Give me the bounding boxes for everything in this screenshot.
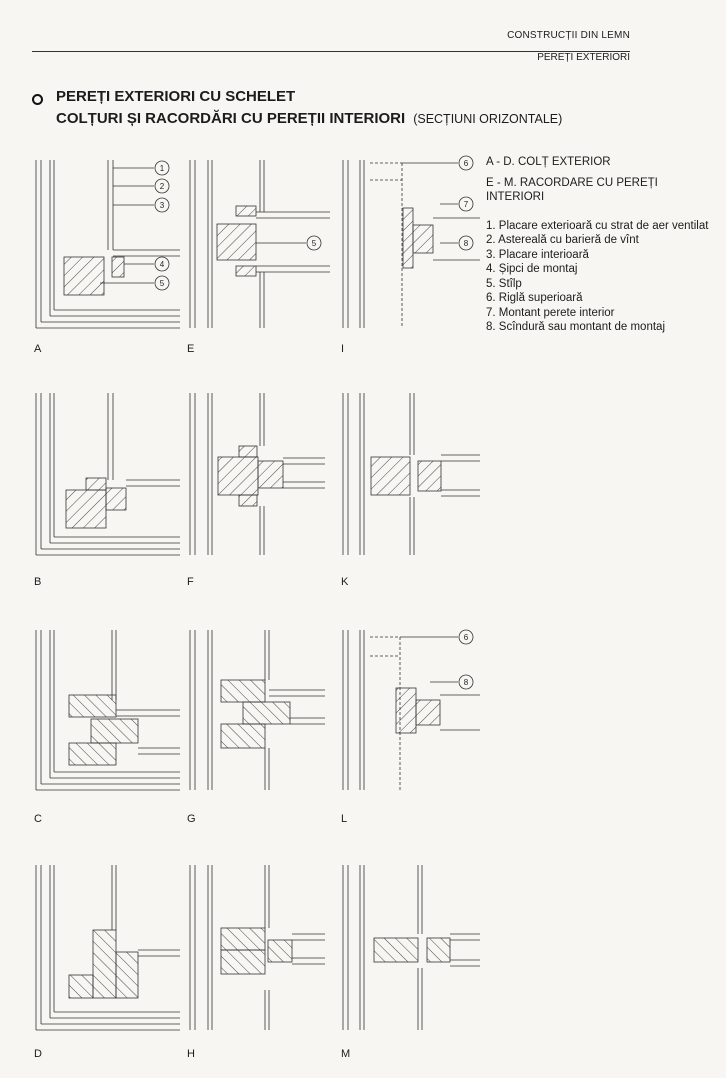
figure-label-a: A	[34, 343, 42, 355]
callout-i-8: 8	[463, 239, 469, 248]
figure-h-drawing	[190, 865, 325, 1030]
figure-d-drawing	[36, 865, 180, 1030]
figure-i-drawing	[343, 156, 480, 328]
figure-k-drawing	[343, 393, 480, 555]
figure-e-drawing	[190, 160, 330, 328]
figure-g-drawing	[190, 630, 325, 790]
legend-item: 1. Placare exterioară cu strat de aer ventilat	[486, 219, 709, 232]
callout-a-2: 2	[159, 182, 165, 191]
legend-item: 5. Stîlp	[486, 277, 522, 290]
legend-item: 3. Placare interioară	[486, 248, 589, 261]
legend-item: 6. Riglă superioară	[486, 292, 583, 304]
figure-label-i: I	[341, 343, 345, 355]
figure-label-b: B	[34, 576, 42, 588]
figure-label-k: K	[341, 576, 349, 588]
callout-i-6: 6	[463, 159, 469, 168]
legend-group-corners: A - D. COLȚ EXTERIOR	[486, 156, 611, 168]
subtitle-note: (SECȚIUNI ORIZONTALE)	[413, 112, 563, 126]
legend-item: 7. Montant perete interior	[486, 306, 615, 319]
header-section: CONSTRUCȚII DIN LEMN	[507, 30, 630, 41]
legend-group-junctions: E - M. RACORDARE CU PEREȚI INTERIORI	[486, 176, 658, 203]
legend-item: 8. Scîndură sau montant de montaj	[486, 321, 665, 333]
callout-l-6: 6	[463, 633, 469, 642]
figure-a-drawing	[36, 160, 180, 328]
figure-label-m: M	[341, 1048, 351, 1060]
figure-f-drawing	[190, 393, 325, 555]
legend-item: 2. Astereală cu barieră de vînt	[486, 234, 639, 246]
callout-a-4: 4	[159, 260, 165, 269]
figure-label-h: H	[187, 1048, 195, 1060]
figure-b-drawing	[36, 393, 180, 555]
callout-i-7: 7	[463, 200, 469, 209]
page-title: PEREȚI EXTERIORI CU SCHELET	[56, 88, 296, 105]
figure-label-g: G	[187, 813, 196, 825]
figure-label-c: C	[34, 813, 42, 825]
callout-e-5: 5	[311, 239, 317, 248]
subtitle-main: COLȚURI ȘI RACORDĂRI CU PEREȚII INTERIORI	[56, 110, 406, 127]
legend-item: 4. Șipci de montaj	[486, 263, 578, 275]
figure-c-drawing	[36, 630, 180, 790]
callout-a-5: 5	[159, 279, 165, 288]
figure-label-e: E	[187, 343, 195, 355]
figure-l-drawing	[343, 630, 480, 790]
figure-m-drawing	[343, 865, 480, 1030]
figure-label-f: F	[187, 576, 194, 588]
callout-a-1: 1	[159, 164, 165, 173]
callout-l-8: 8	[463, 678, 469, 687]
figure-label-l: L	[341, 813, 348, 825]
header-subsection: PEREȚI EXTERIORI	[537, 52, 630, 63]
figure-label-d: D	[34, 1048, 42, 1060]
callout-a-3: 3	[159, 201, 165, 210]
